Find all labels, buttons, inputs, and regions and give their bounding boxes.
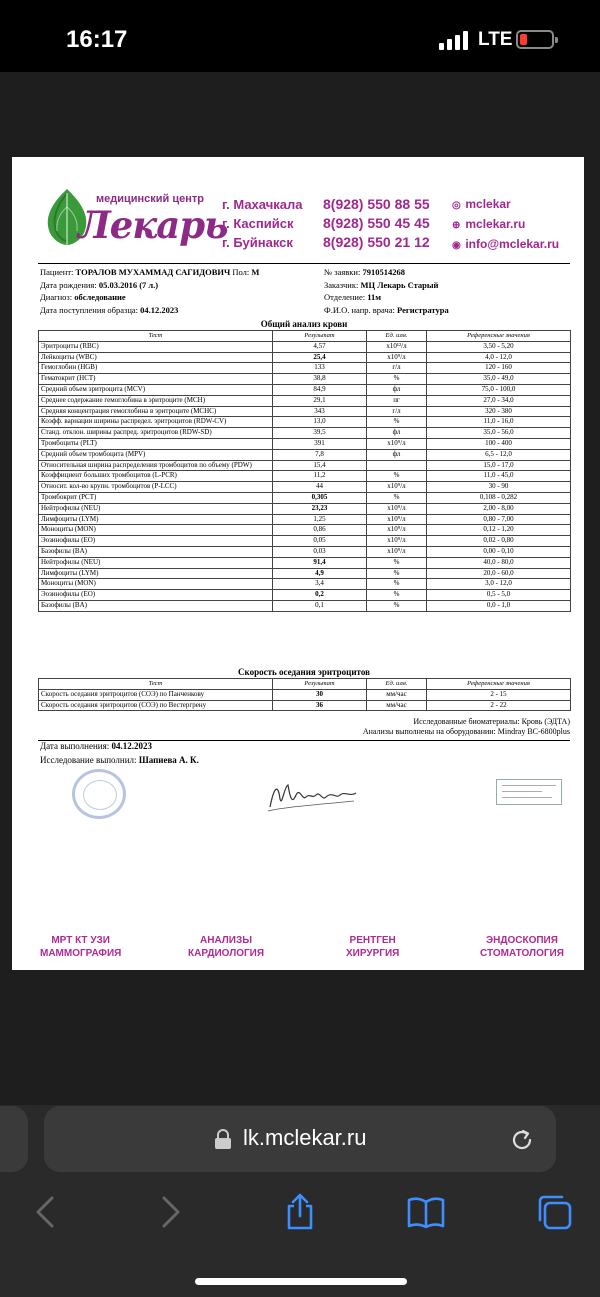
test-result: 0,86 — [273, 525, 367, 536]
test-unit: % — [367, 579, 427, 590]
table-row — [39, 492, 571, 503]
test-result: 36 — [273, 700, 367, 711]
patient-label: Пациент: — [40, 267, 74, 277]
test-reference: 27,0 - 34,0 — [427, 395, 571, 406]
tabs-icon[interactable] — [534, 1192, 574, 1232]
table-row — [39, 363, 571, 374]
blood-test-table — [38, 330, 571, 612]
test-result: 391 — [273, 438, 367, 449]
battery-icon — [516, 30, 554, 49]
table-header-row — [39, 331, 571, 342]
home-indicator[interactable] — [195, 1278, 407, 1285]
test-name: Тромбоциты (PLT) — [39, 438, 273, 449]
test-unit: х10¹²/л — [367, 341, 427, 352]
performer-label: Исследование выполнил: — [40, 755, 137, 765]
test-result: 0,2 — [273, 590, 367, 601]
phone-number: 8(928) 550 21 12 — [323, 234, 430, 250]
dob-label: Дата рождения: — [40, 279, 97, 290]
table-row — [39, 460, 571, 471]
footer-services-3 — [346, 934, 399, 960]
received-label: Дата поступления образца: — [40, 304, 139, 315]
footer-service: МАММОГРАФИЯ — [40, 948, 122, 959]
test-reference: 20,0 - 60,0 — [427, 568, 571, 579]
patient-sex: М — [251, 267, 260, 277]
back-icon[interactable] — [26, 1192, 66, 1232]
network-type: LTE — [478, 29, 513, 50]
city: г. Каспийск — [222, 216, 294, 231]
table-row — [39, 689, 571, 700]
test-name: Станд. отклон. ширины распред. эритроцитов (RDW-SD) — [39, 428, 273, 439]
col-header: Результат — [273, 331, 367, 342]
test-result: 1,25 — [273, 514, 367, 525]
test-reference: 40,0 - 80,0 — [427, 557, 571, 568]
city: г. Махачкала — [222, 197, 303, 212]
footer-service: ЭНДОСКОПИЯ — [486, 935, 558, 946]
logo-subtitle: медицинский центр — [96, 193, 205, 205]
test-result: 91,4 — [273, 557, 367, 568]
test-reference: 2,00 - 8,00 — [427, 503, 571, 514]
test-reference: 100 - 400 — [427, 438, 571, 449]
test-reference: 15,0 - 17,0 — [427, 460, 571, 471]
test-unit: мм/час — [367, 700, 427, 711]
test-name: Моноциты (MON) — [39, 525, 273, 536]
table-row — [39, 514, 571, 525]
table-row — [39, 449, 571, 460]
signal-icon — [439, 30, 471, 50]
esr-title: Скорость оседания эритроцитов — [238, 667, 370, 677]
test-name: Среднее содержание гемоглобина в эритроците (MCH) — [39, 395, 273, 406]
test-result: 0,1 — [273, 600, 367, 611]
table-row — [39, 546, 571, 557]
test-reference: 6,5 - 12,0 — [427, 449, 571, 460]
department: 11м — [367, 292, 382, 302]
test-reference: 4,0 - 12,0 — [427, 352, 571, 363]
test-unit: % — [367, 590, 427, 601]
test-reference: 2 - 15 — [427, 689, 571, 700]
test-reference: 2 - 22 — [427, 700, 571, 711]
patient-dob: 05.03.2016 (7 л.) — [98, 279, 159, 290]
footer-service: СТОМАТОЛОГИЯ — [480, 948, 564, 959]
doctor-label: Ф.И.О. напр. врача: — [324, 304, 395, 315]
test-unit: х10⁹/л — [367, 546, 427, 557]
test-reference: 0,5 - 5,0 — [427, 590, 571, 601]
test-name: Гемоглобин (HGB) — [39, 363, 273, 374]
col-header: Ед. изм. — [367, 331, 427, 342]
table-row — [39, 557, 571, 568]
round-stamp — [72, 769, 126, 819]
patient-name: ТОРАЛОВ МУХАММАД САГИДОВИЧ — [75, 267, 231, 277]
test-reference: 0,108 - 0,282 — [427, 492, 571, 503]
diagnosis-label: Диагноз: — [40, 292, 73, 302]
test-unit: % — [367, 557, 427, 568]
table-row — [39, 406, 571, 417]
completion-date: 04.12.2023 — [111, 741, 153, 751]
footer-service: АНАЛИЗЫ — [200, 935, 253, 946]
table-row — [39, 395, 571, 406]
footer-service: МРТ КТ УЗИ — [51, 935, 110, 946]
test-name: Коэффициент больших тромбоцитов (L-PCR) — [39, 471, 273, 482]
sex-label: Пол: — [232, 267, 250, 277]
test-result: 29,1 — [273, 395, 367, 406]
clinic-phones — [323, 195, 430, 252]
table-row — [39, 579, 571, 590]
col-header: Тест — [39, 331, 273, 342]
table-row — [39, 700, 571, 711]
test-name: Лейкоциты (WBC) — [39, 352, 273, 363]
test-name: Лимфоциты (LYM) — [39, 514, 273, 525]
test-result: 23,23 — [273, 503, 367, 514]
table-row — [39, 341, 571, 352]
url-text[interactable]: lk.mclekar.ru — [243, 1125, 367, 1150]
footer-services-2 — [188, 934, 264, 960]
status-bar — [0, 0, 600, 72]
test-name: Гематокрит (HCT) — [39, 374, 273, 385]
logo-name: Лекарь — [78, 203, 228, 247]
test-unit: % — [367, 600, 427, 611]
col-header: Тест — [39, 679, 273, 690]
table-row — [39, 352, 571, 363]
test-unit: г/л — [367, 406, 427, 417]
clinic-logo — [40, 187, 228, 247]
completion-info — [40, 739, 199, 767]
test-reference: 0,80 - 7,00 — [427, 514, 571, 525]
test-reference: 11,0 - 45,0 — [427, 471, 571, 482]
biomaterial-note: Исследованные биоматериалы: Кровь (ЭДТА) — [413, 717, 570, 726]
forward-icon[interactable] — [150, 1192, 190, 1232]
received-date: 04.12.2023 — [140, 304, 179, 315]
table-row — [39, 428, 571, 439]
test-name: Коэфф. вариации ширины распредел. эритроцитов (RDW-CV) — [39, 417, 273, 428]
test-unit: фл — [367, 384, 427, 395]
test-reference: 3,0 - 12,0 — [427, 579, 571, 590]
col-header: Результат — [273, 679, 367, 690]
test-unit: фл — [367, 428, 427, 439]
table-row — [39, 471, 571, 482]
test-unit: х10⁹/л — [367, 482, 427, 493]
client: МЦ Лекарь Старый — [360, 279, 439, 290]
test-name: Относительная ширина распределения тромбоцитов по объему (PDW) — [39, 460, 273, 471]
clinic-contacts — [452, 195, 559, 255]
table-header-row — [39, 679, 571, 690]
test-reference: 120 - 160 — [427, 363, 571, 374]
test-reference: 3,50 - 5,20 — [427, 341, 571, 352]
footer-services-1 — [40, 934, 121, 960]
divider — [38, 263, 570, 264]
test-unit: х10⁹/л — [367, 514, 427, 525]
clinic-cities — [222, 195, 302, 252]
clock: 16:17 — [66, 26, 128, 53]
table-row — [39, 525, 571, 536]
test-reference: 11,0 - 16,0 — [427, 417, 571, 428]
test-name: Скорость оседания эритроцитов (СОЭ) по Вестергрену — [39, 700, 273, 711]
test-result: 7,8 — [273, 449, 367, 460]
col-header: Ед. изм. — [367, 679, 427, 690]
test-unit: % — [367, 568, 427, 579]
test-reference: 320 - 380 — [427, 406, 571, 417]
test-reference: 35,0 - 56,0 — [427, 428, 571, 439]
city: г. Буйнакск — [222, 235, 293, 250]
table-row — [39, 568, 571, 579]
test-unit: х10⁹/л — [367, 438, 427, 449]
test-unit: % — [367, 417, 427, 428]
table-row — [39, 600, 571, 611]
test-result: 0,05 — [273, 536, 367, 547]
lab-report-document — [12, 157, 584, 970]
col-header: Референсные значения — [427, 679, 571, 690]
test-reference: 0,12 - 1,20 — [427, 525, 571, 536]
share-icon[interactable] — [280, 1192, 320, 1232]
test-unit: г/л — [367, 363, 427, 374]
table-row — [39, 438, 571, 449]
table-row — [39, 590, 571, 601]
table-row — [39, 482, 571, 493]
reload-icon[interactable] — [508, 1126, 536, 1154]
test-result: 0,305 — [273, 492, 367, 503]
footer-service: КАРДИОЛОГИЯ — [188, 948, 265, 959]
test-result: 133 — [273, 363, 367, 374]
order-label: № заявки: — [324, 267, 361, 277]
test-unit: % — [367, 374, 427, 385]
order-info — [324, 266, 449, 316]
test-reference: 35,0 - 49,0 — [427, 374, 571, 385]
test-unit: % — [367, 471, 427, 482]
test-unit: фл — [367, 449, 427, 460]
instagram-handle: mclekar — [465, 197, 511, 211]
signature — [264, 777, 364, 817]
test-name: Тромбокрит (PCT) — [39, 492, 273, 503]
test-result: 11,2 — [273, 471, 367, 482]
test-name: Скорость оседания эритроцитов (СОЭ) по Панченкову — [39, 689, 273, 700]
test-unit: х10⁹/л — [367, 525, 427, 536]
instagram-icon: ◎ — [452, 200, 461, 211]
lock-icon — [214, 1128, 232, 1150]
test-unit: х10⁹/л — [367, 536, 427, 547]
footer-service: РЕНТГЕН — [349, 935, 396, 946]
test-result: 38,8 — [273, 374, 367, 385]
rectangular-stamp — [496, 779, 562, 805]
order-number: 7910514268 — [362, 267, 405, 277]
test-name: Средний объем тромбоцита (MPV) — [39, 449, 273, 460]
referring-doctor: Регистратура — [396, 304, 449, 315]
test-result: 0,03 — [273, 546, 367, 557]
previous-tab-peek[interactable] — [0, 1106, 28, 1172]
test-unit: х10⁹/л — [367, 503, 427, 514]
bookmarks-icon[interactable] — [406, 1192, 446, 1232]
dept-label: Отделение: — [324, 292, 366, 302]
test-result: 84,9 — [273, 384, 367, 395]
test-unit: пг — [367, 395, 427, 406]
col-header: Референсные значения — [427, 331, 571, 342]
globe-icon: ⊕ — [452, 220, 461, 231]
esr-table — [38, 678, 571, 711]
test-name: Средняя концентрация гемоглобина в эритроците (MCHC) — [39, 406, 273, 417]
test-result: 15,4 — [273, 460, 367, 471]
diagnosis: обследование — [74, 292, 126, 302]
test-result: 4,57 — [273, 341, 367, 352]
test-result: 13,0 — [273, 417, 367, 428]
test-result: 3,4 — [273, 579, 367, 590]
test-result: 25,4 — [273, 352, 367, 363]
email-icon: ◉ — [452, 240, 461, 251]
completion-date-label: Дата выполнения: — [40, 741, 110, 751]
blood-test-title: Общий анализ крови — [260, 319, 348, 329]
phone-number: 8(928) 550 45 45 — [323, 215, 430, 231]
test-unit: % — [367, 492, 427, 503]
test-name: Нейтрофилы (NEU) — [39, 557, 273, 568]
test-name: Нейтрофилы (NEU) — [39, 503, 273, 514]
table-row — [39, 503, 571, 514]
test-name: Средний объем эритроцита (MCV) — [39, 384, 273, 395]
test-unit: х10⁹/л — [367, 352, 427, 363]
email: info@mclekar.ru — [465, 237, 560, 251]
analysis-notes — [363, 717, 570, 737]
phone-number: 8(928) 550 88 55 — [323, 196, 430, 212]
test-reference: 30 - 90 — [427, 482, 571, 493]
test-reference: 0,0 - 1,0 — [427, 600, 571, 611]
table-row — [39, 536, 571, 547]
table-row — [39, 417, 571, 428]
equipment-note: Анализы выполнены на оборудовании: Mindray BC-6800plus — [362, 727, 570, 736]
patient-info — [40, 266, 259, 316]
test-reference: 75,0 - 100,0 — [427, 384, 571, 395]
test-unit — [367, 460, 427, 471]
client-label: Заказчик: — [324, 279, 359, 290]
footer-service: ХИРУРГИЯ — [346, 948, 400, 959]
test-result: 44 — [273, 482, 367, 493]
footer-services-4 — [480, 934, 564, 960]
table-row — [39, 374, 571, 385]
test-result: 343 — [273, 406, 367, 417]
test-name: Относит. кол-во крупн. тромбоцитов (P-LCC) — [39, 482, 273, 493]
test-result: 4,9 — [273, 568, 367, 579]
test-result: 30 — [273, 689, 367, 700]
website: mclekar.ru — [465, 217, 526, 231]
test-name: Эозинофилы (EO) — [39, 590, 273, 601]
test-name: Базофилы (BA) — [39, 600, 273, 611]
test-unit: мм/час — [367, 689, 427, 700]
test-name: Лимфоциты (LYM) — [39, 568, 273, 579]
test-name: Эритроциты (RBC) — [39, 341, 273, 352]
test-name: Базофилы (BA) — [39, 546, 273, 557]
test-name: Моноциты (MON) — [39, 579, 273, 590]
test-reference: 0,00 - 0,10 — [427, 546, 571, 557]
performer-name: Шапиева А. К. — [138, 755, 199, 765]
test-result: 39,5 — [273, 428, 367, 439]
test-reference: 0,02 - 0,80 — [427, 536, 571, 547]
table-row — [39, 384, 571, 395]
test-name: Эозинофилы (EO) — [39, 536, 273, 547]
